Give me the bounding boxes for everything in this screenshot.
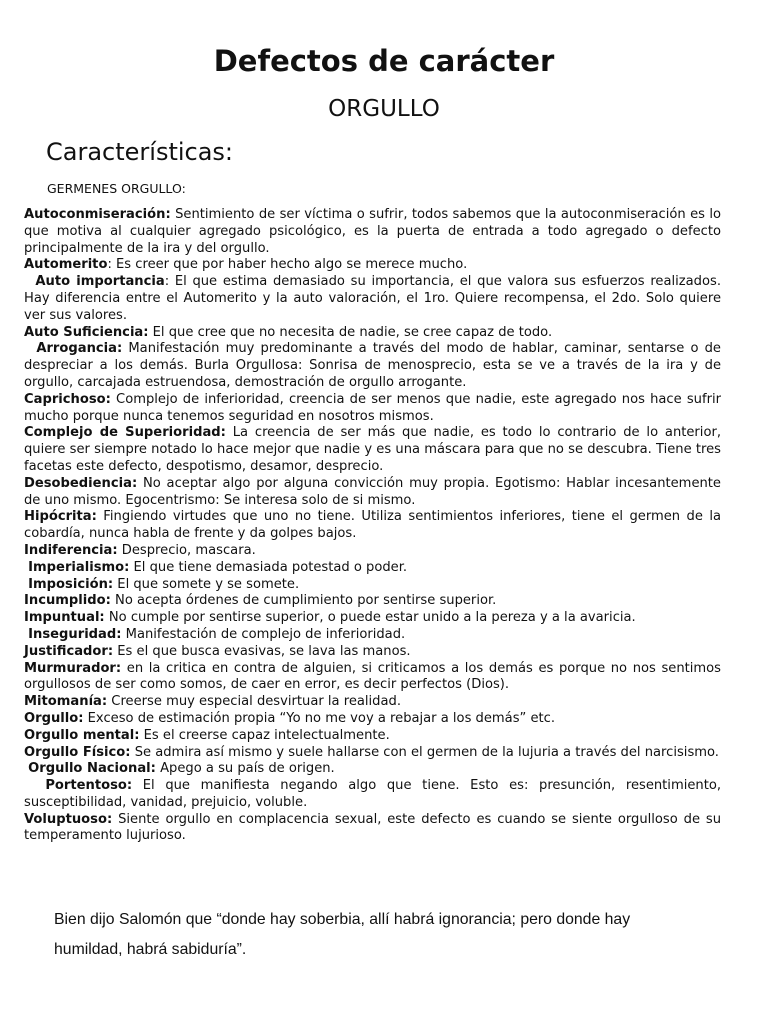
defect-definition: No acepta órdenes de cumplimiento por sentirse superior. [110, 593, 497, 609]
defect-definition: La creencia de ser más que nadie, es todo lo contrario de lo anterior, quiere ser siempre notado lo hace mejor que nadie y es una máscara para que no se descubra. Tiene tres facetas este defecto, despotismo, desamor, desprecio. [24, 425, 726, 474]
defect-term: Orgullo Físico: [24, 744, 131, 760]
defect-entry [24, 593, 721, 610]
defects-list [24, 207, 726, 845]
defect-entry [24, 274, 726, 324]
defect-term: Complejo de Superioridad: [24, 425, 226, 441]
entry-indent [24, 341, 36, 356]
defect-entry [24, 577, 721, 594]
germenes-label: GERMENES ORGULLO: [47, 181, 186, 196]
defect-entry [24, 694, 721, 711]
defect-definition: Desprecio, mascara. [117, 542, 256, 558]
defect-term: Automerito [24, 257, 108, 273]
entry-indent [24, 274, 35, 289]
document-subtitle: ORGULLO [328, 96, 440, 122]
defect-term: Orgullo Nacional: [28, 761, 156, 777]
defect-term: Justificador: [24, 643, 114, 659]
defect-entry [24, 560, 721, 577]
defect-term: Hipócrita: [24, 509, 97, 525]
defect-entry [24, 425, 726, 475]
defect-definition: Se admira así mismo y suele hallarse con el germen de la lujuria a través del narcisismo. [130, 744, 719, 760]
defect-entry [24, 811, 726, 846]
defect-term: Imperialismo: [28, 559, 130, 575]
defect-term: Voluptuoso: [24, 811, 113, 827]
defect-term: Indiferencia: [24, 542, 118, 558]
defect-term: Murmurador: [24, 660, 122, 676]
defect-entry [24, 475, 726, 510]
defect-entry [24, 257, 721, 274]
defect-term: Desobediencia: [24, 475, 138, 491]
defect-definition: El que tiene demasiada potestad o poder. [129, 559, 408, 575]
defect-entry [24, 761, 721, 778]
defect-term: Portentoso: [45, 778, 133, 794]
defect-term: Auto Suficiencia: [24, 324, 149, 340]
defect-definition: Apego a su país de origen. [155, 761, 335, 777]
defect-entry [24, 325, 721, 342]
defect-definition: El que cree que no necesita de nadie, se cree capaz de todo. [148, 324, 553, 340]
defect-entry [24, 509, 726, 543]
defect-entry [24, 745, 721, 762]
defect-definition: Sentimiento de ser víctima o sufrir, todos sabemos que la autoconmiseración es lo que motiva al cualquier agregado psicológico, es la puerta de entrada a todo agregado o defecto principalmente de la ira y del orgullo. [24, 207, 726, 256]
defect-entry [24, 341, 726, 391]
defect-term: Orgullo: [24, 710, 84, 726]
defect-entry [24, 728, 721, 745]
defect-term: Orgullo mental: [24, 727, 140, 743]
document-title: Defectos de carácter [213, 44, 555, 78]
defect-definition: en la critica en contra de alguien, si criticamos a los demás es porque no nos sentimos orgullosos de ser como somos, de caer en error, es decir perfectos (Dios). [24, 660, 726, 693]
defect-entry [24, 711, 721, 728]
defect-definition: Complejo de inferioridad, creencia de ser menos que nadie, este agregado nos hace sufrir mucho porque nunca tenemos seguridad en nosotros mismos. [24, 391, 726, 424]
defect-definition: Creerse muy especial desvirtuar la realidad. [107, 694, 401, 710]
defect-definition: Es el que busca evasivas, se lava las manos. [113, 643, 411, 659]
defect-definition: Es el creerse capaz intelectualmente. [139, 727, 390, 743]
defect-entry [24, 543, 721, 560]
defect-definition: : El que estima demasiado su importancia, el que valora sus esfuerzos realizados. Hay diferencia entre el Automerito y la auto valoración, el 1ro. Quiere recompensa, el 2do. Solo quiere ver sus valores. [24, 274, 726, 323]
closing-quote: Bien dijo Salomón que “donde hay soberbia, allí habrá ignorancia; pero donde hay humildad, habrá sabiduría”. [54, 911, 631, 958]
defect-definition: El que somete y se somete. [113, 576, 300, 592]
defect-entry [24, 778, 726, 812]
defect-definition: No aceptar algo por alguna convicción muy propia. Egotismo: Hablar incesantemente de uno mismo. Egocentrismo: Se interesa solo de si mismo. [24, 475, 726, 508]
defect-entry [24, 644, 721, 661]
defect-term: Mitomanía: [24, 694, 108, 710]
defect-term: Inseguridad: [28, 626, 122, 642]
section-heading: Características: [46, 138, 234, 166]
defect-definition: Exceso de estimación propia “Yo no me voy a rebajar a los demás” etc. [83, 710, 556, 726]
defect-entry [24, 207, 726, 257]
defect-definition: Manifestación de complejo de inferioridad. [121, 626, 406, 642]
defect-term: Impuntual: [24, 610, 105, 626]
defect-term: Caprichoso: [24, 391, 111, 407]
entry-indent [24, 778, 45, 793]
defect-entry [24, 660, 726, 695]
defect-definition: No cumple por sentirse superior, o puede estar unido a la pereza y a la avaricia. [104, 610, 636, 626]
defect-definition: Fingiendo virtudes que uno no tiene. Utiliza sentimientos inferiores, tiene el germen de la cobardía, nunca habla de frente y da golpes bajos. [24, 509, 726, 542]
defect-term: Incumplido: [24, 593, 111, 609]
defect-definition: Manifestación muy predominante a través del modo de hablar, caminar, sentarse o de despreciar a los demás. Burla Orgullosa: Sonrisa de menosprecio, esta se ve a través de la ira y de orgullo, carcajada estruendosa, demostración de orgullo arrogante. [24, 341, 726, 390]
defect-term: Arrogancia: [36, 341, 123, 357]
defect-definition: : Es creer que por haber hecho algo se merece mucho. [107, 257, 468, 273]
defect-term: Imposición: [28, 576, 114, 592]
defect-entry [24, 391, 726, 426]
defect-entry [24, 627, 721, 644]
defect-entry [24, 610, 721, 627]
defect-term: Autoconmiseración: [24, 207, 171, 222]
defect-term: Auto importancia [35, 274, 165, 290]
defect-definition: Siente orgullo en complacencia sexual, este defecto es cuando se siente orgulloso de su temperamento lujurioso. [24, 811, 726, 844]
defect-definition: El que manifiesta negando algo que tiene. Esto es: presunción, resentimiento, susceptibilidad, vanidad, prejuicio, voluble. [24, 778, 726, 810]
